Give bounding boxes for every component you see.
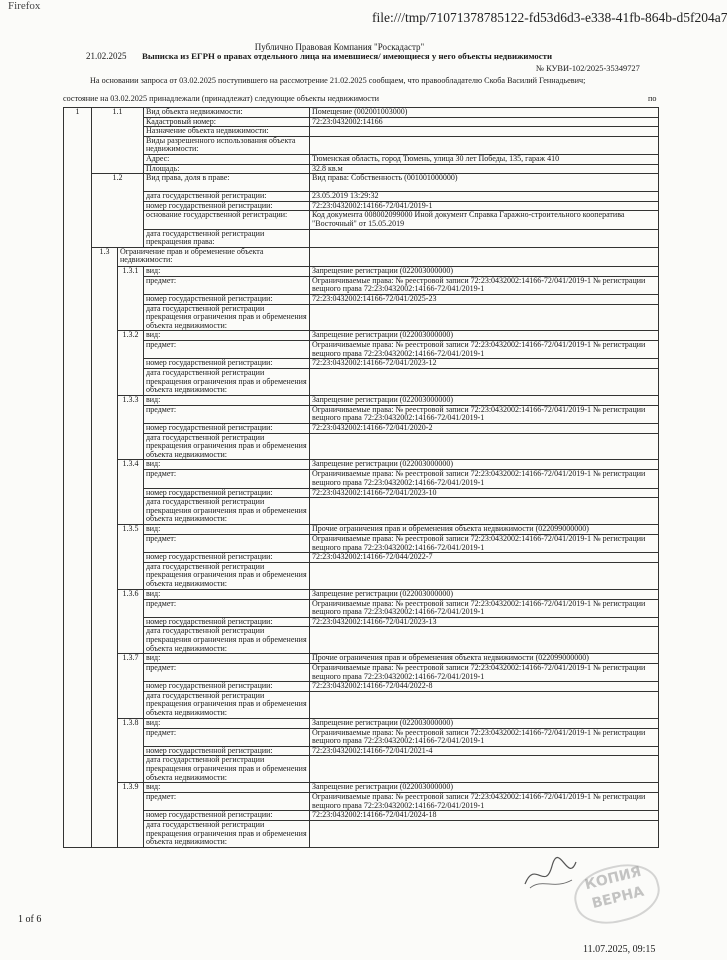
table-row (64, 424, 659, 434)
field-value (310, 562, 659, 589)
field-value: Запрещение регистрации (022003000000) (310, 395, 659, 405)
document-date: 21.02.2025 (86, 51, 127, 61)
field-value: Прочие ограничения прав и обременения объекта недвижимости (022099000000) (310, 524, 659, 534)
table-row (64, 682, 659, 692)
table-row (64, 654, 659, 664)
field-value: 72:23:0432002:14166 (310, 117, 659, 127)
field-value: Ограничиваемые права: № реестровой записи 72:23:0432002:14166-72/041/2019-1 № регистрации вещного права 72:23:0432002:14166-72/041/2019-1 (310, 276, 659, 294)
table-row (64, 229, 659, 247)
table-row (64, 718, 659, 728)
document-title: Выписка из ЕГРН о правах отдельного лица на имевшиеся/ имеющиеся у него объекты недвижимости (142, 51, 553, 61)
table-row (64, 341, 659, 359)
table-row (64, 395, 659, 405)
field-label: предмет: (144, 405, 310, 423)
field-label: Кадастровый номер: (144, 117, 310, 127)
intro-line-1: На основании запроса от 03.02.2025 поступившего на рассмотрение 21.02.2025 сообщаем, что правообладателю Скоба Василий Геннадьевич; (90, 76, 586, 85)
field-value: Тюменская область, город Тюмень, улица 30 лет Победы, 135, гараж 410 (310, 154, 659, 164)
field-label: дата государственной регистрации прекращения ограничения прав и обременения объекта недвижимости: (144, 498, 310, 525)
copy-stamp: КОПИЯ ВЕРНА (569, 856, 666, 931)
restriction-number: 1.3.5 (118, 524, 144, 589)
table-row (64, 136, 659, 154)
field-value: 72:23:0432002:14166-72/041/2021-4 (310, 746, 659, 756)
field-value: 32.8 кв.м (310, 164, 659, 174)
table-row (64, 405, 659, 423)
restriction-number: 1.3.8 (118, 718, 144, 783)
field-label: номер государственной регистрации: (144, 553, 310, 563)
field-value (310, 247, 659, 266)
field-value (310, 229, 659, 247)
table-row (64, 331, 659, 341)
field-label: дата государственной регистрации прекращения ограничения прав и обременения объекта недвижимости: (144, 756, 310, 783)
field-label: предмет: (144, 664, 310, 682)
signature (520, 854, 580, 894)
company-name: Публично Правовая Компания "Роскадастр" (254, 42, 425, 52)
table-row (64, 294, 659, 304)
field-value: Запрещение регистрации (022003000000) (310, 783, 659, 793)
print-timestamp: 11.07.2025, 09:15 (583, 944, 656, 955)
table-row (64, 534, 659, 552)
field-value (310, 821, 659, 848)
table-row (64, 562, 659, 589)
field-label: предмет: (144, 276, 310, 294)
field-label: предмет: (144, 599, 310, 617)
restriction-number: 1.3.6 (118, 589, 144, 654)
table-row (64, 266, 659, 276)
table-row (64, 821, 659, 848)
field-value: Ограничиваемые права: № реестровой записи 72:23:0432002:14166-72/041/2019-1 № регистрации вещного права 72:23:0432002:14166-72/041/2019-1 (310, 599, 659, 617)
field-label: вид: (144, 654, 310, 664)
field-value: 72:23:0432002:14166-72/044/2022-8 (310, 682, 659, 692)
restriction-number: 1.3.4 (118, 460, 144, 525)
field-value (310, 627, 659, 654)
field-label: Виды разрешенного использования объекта недвижимости: (144, 136, 310, 154)
table-row (64, 783, 659, 793)
table-row (64, 460, 659, 470)
field-label: предмет: (144, 728, 310, 746)
field-label: Вид объекта недвижимости: (144, 108, 310, 118)
field-value: Ограничиваемые права: № реестровой записи 72:23:0432002:14166-72/041/2019-1 № регистрации вещного права 72:23:0432002:14166-72/041/2019-1 (310, 664, 659, 682)
field-label: основание государственной регистрации: (144, 211, 310, 229)
field-label: дата государственной регистрации прекращения ограничения прав и обременения объекта недвижимости: (144, 369, 310, 396)
field-label: предмет: (144, 470, 310, 488)
table-row (64, 599, 659, 617)
field-value: Ограничиваемые права: № реестровой записи 72:23:0432002:14166-72/041/2019-1 № регистрации вещного права 72:23:0432002:14166-72/041/2019-1 (310, 534, 659, 552)
field-value: 72:23:0432002:14166-72/041/2025-23 (310, 294, 659, 304)
field-value: 72:23:0432002:14166-72/041/2023-13 (310, 617, 659, 627)
field-label: Вид права, доля в праве: (144, 174, 310, 192)
field-label: номер государственной регистрации: (144, 811, 310, 821)
property-table (63, 107, 659, 848)
field-label: Адрес: (144, 154, 310, 164)
field-label: номер государственной регистрации: (144, 617, 310, 627)
table-row (64, 524, 659, 534)
field-value (310, 691, 659, 718)
table-row (64, 470, 659, 488)
field-value: Прочие ограничения прав и обременения объекта недвижимости (022099000000) (310, 654, 659, 664)
field-value: 72:23:0432002:14166-72/041/2019-1 (310, 201, 659, 211)
table-row (64, 192, 659, 202)
intro-line-2: состояние на 03.02.2025 принадлежали (принадлежат) следующие объекты недвижимости (63, 94, 380, 103)
field-value: Ограничиваемые права: № реестровой записи 72:23:0432002:14166-72/041/2019-1 № регистрации вещного права 72:23:0432002:14166-72/041/2019-1 (310, 405, 659, 423)
field-value: 72:23:0432002:14166-72/044/2022-7 (310, 553, 659, 563)
field-value (310, 136, 659, 154)
page-indicator: 1 of 6 (18, 914, 42, 925)
field-value: Ограничиваемые права: № реестровой записи 72:23:0432002:14166-72/041/2019-1 № регистрации вещного права 72:23:0432002:14166-72/041/2019-1 (310, 728, 659, 746)
field-label: вид: (144, 783, 310, 793)
file-url: file:///tmp/71071378785122-fd53d6d3-e338-41fb-864b-d5f204a7 (372, 10, 727, 25)
field-value: Ограничиваемые права: № реестровой записи 72:23:0432002:14166-72/041/2019-1 № регистрации вещного права 72:23:0432002:14166-72/041/2019-1 (310, 470, 659, 488)
field-label: номер государственной регистрации: (144, 488, 310, 498)
table-row (64, 691, 659, 718)
section-number: 1 (64, 108, 92, 848)
table-row (64, 154, 659, 164)
table-row (64, 728, 659, 746)
table-row (64, 433, 659, 460)
field-label: номер государственной регистрации: (144, 201, 310, 211)
field-label: Назначение объекта недвижимости: (144, 127, 310, 137)
field-value: Запрещение регистрации (022003000000) (310, 718, 659, 728)
field-value (310, 369, 659, 396)
restriction-number: 1.3.3 (118, 395, 144, 460)
field-label: дата государственной регистрации прекращения ограничения прав и обременения объекта недвижимости: (144, 691, 310, 718)
browser-label: Firefox (8, 0, 41, 12)
subsection-number: 1.1 (92, 108, 144, 174)
table-row (64, 127, 659, 137)
field-label: вид: (144, 524, 310, 534)
field-value: 72:23:0432002:14166-72/041/2024-18 (310, 811, 659, 821)
restriction-number: 1.3.1 (118, 266, 144, 331)
intro-tail: по (648, 94, 657, 103)
field-value: Запрещение регистрации (022003000000) (310, 589, 659, 599)
field-label: дата государственной регистрации прекращения права: (144, 229, 310, 247)
field-label: дата государственной регистрации прекращения ограничения прав и обременения объекта недвижимости: (144, 304, 310, 331)
table-row (64, 369, 659, 396)
field-value (310, 304, 659, 331)
field-value (310, 756, 659, 783)
table-row (64, 793, 659, 811)
field-value: Вид права: Собственность (001001000000) (310, 174, 659, 192)
field-value (310, 127, 659, 137)
field-value: 72:23:0432002:14166-72/041/2023-12 (310, 359, 659, 369)
field-label: номер государственной регистрации: (144, 746, 310, 756)
field-label: вид: (144, 589, 310, 599)
restrictions-header: Ограничение прав и обременение объекта недвижимости: (118, 247, 310, 266)
field-value: 23.05.2019 13:29:32 (310, 192, 659, 202)
field-label: номер государственной регистрации: (144, 294, 310, 304)
restriction-number: 1.3.9 (118, 783, 144, 848)
field-label: вид: (144, 266, 310, 276)
field-value: Ограничиваемые права: № реестровой записи 72:23:0432002:14166-72/041/2019-1 № регистрации вещного права 72:23:0432002:14166-72/041/2019-1 (310, 341, 659, 359)
table-row (64, 247, 659, 266)
field-label: дата государственной регистрации прекращения ограничения прав и обременения объекта недвижимости: (144, 562, 310, 589)
field-label: вид: (144, 718, 310, 728)
field-label: предмет: (144, 341, 310, 359)
field-label: дата государственной регистрации прекращения ограничения прав и обременения объекта недвижимости: (144, 821, 310, 848)
field-value: Запрещение регистрации (022003000000) (310, 331, 659, 341)
field-value: 72:23:0432002:14166-72/041/2023-10 (310, 488, 659, 498)
field-value (310, 498, 659, 525)
field-label: дата государственной регистрации прекращения ограничения прав и обременения объекта недвижимости: (144, 627, 310, 654)
table-row (64, 627, 659, 654)
subsection-number: 1.3 (92, 247, 118, 847)
field-label: предмет: (144, 534, 310, 552)
restriction-number: 1.3.2 (118, 331, 144, 396)
table-row (64, 174, 659, 192)
table-row (64, 756, 659, 783)
field-value (310, 433, 659, 460)
field-value: Код документа 008002099000 Иной документ Справка Гаражно-строительного кооператива "Восточный" от 15.05.2019 (310, 211, 659, 229)
table-row (64, 498, 659, 525)
field-label: номер государственной регистрации: (144, 359, 310, 369)
field-label: вид: (144, 460, 310, 470)
table-row (64, 108, 659, 118)
field-label: вид: (144, 395, 310, 405)
field-label: вид: (144, 331, 310, 341)
table-row (64, 276, 659, 294)
field-value: Запрещение регистрации (022003000000) (310, 266, 659, 276)
table-row (64, 553, 659, 563)
restriction-number: 1.3.7 (118, 654, 144, 719)
field-label: предмет: (144, 793, 310, 811)
table-row (64, 211, 659, 229)
field-value: 72:23:0432002:14166-72/041/2020-2 (310, 424, 659, 434)
field-label: номер государственной регистрации: (144, 682, 310, 692)
field-label: дата государственной регистрации: (144, 192, 310, 202)
field-value: Ограничиваемые права: № реестровой записи 72:23:0432002:14166-72/041/2019-1 № регистрации вещного права 72:23:0432002:14166-72/041/2019-1 (310, 793, 659, 811)
field-label: Площадь: (144, 164, 310, 174)
document-number: № КУВИ-102/2025-35349727 (536, 64, 640, 73)
field-label: номер государственной регистрации: (144, 424, 310, 434)
field-label: дата государственной регистрации прекращения ограничения прав и обременения объекта недвижимости: (144, 433, 310, 460)
field-value: Запрещение регистрации (022003000000) (310, 460, 659, 470)
table-row (64, 589, 659, 599)
subsection-number: 1.2 (92, 174, 144, 248)
table-row (64, 304, 659, 331)
table-row (64, 664, 659, 682)
field-value: Помещение (002001003000) (310, 108, 659, 118)
